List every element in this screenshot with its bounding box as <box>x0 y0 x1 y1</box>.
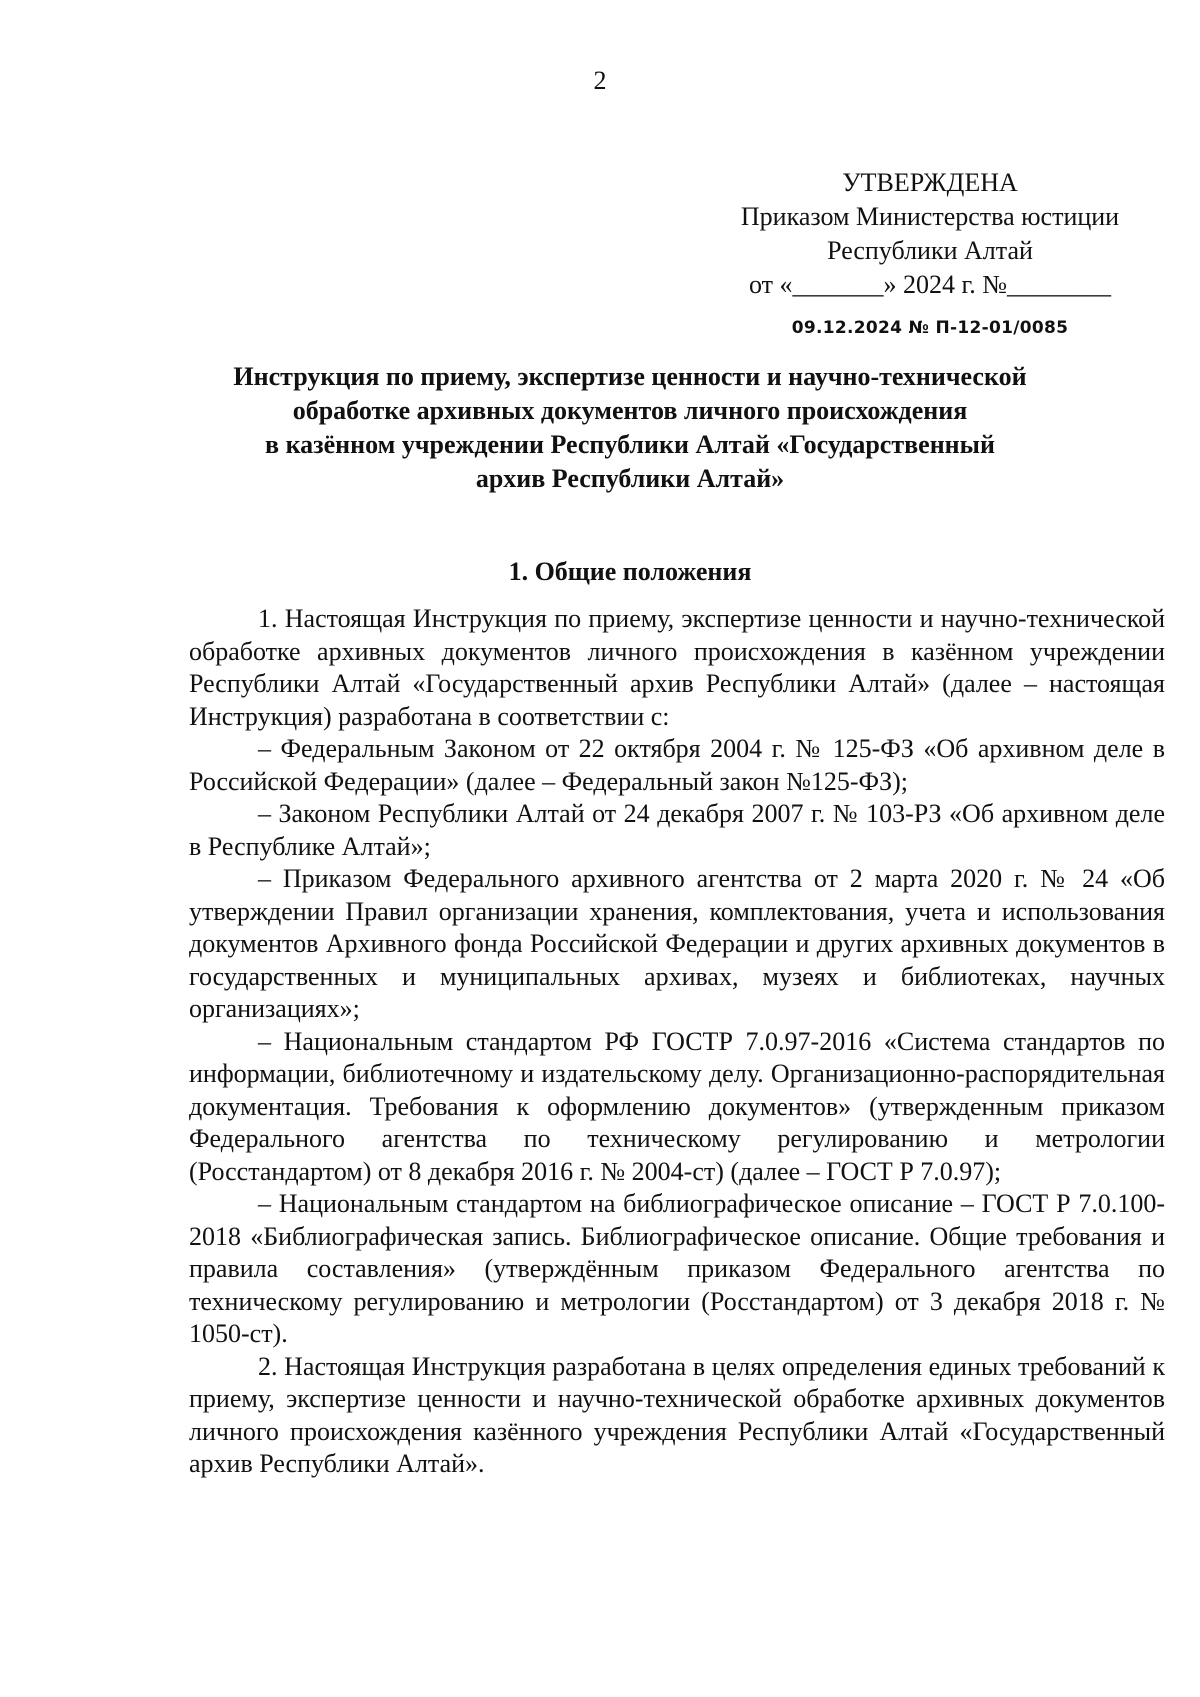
approval-line-order: Приказом Министерства юстиции <box>740 202 1120 231</box>
document-title <box>180 360 1080 496</box>
approval-heading: УТВЕРЖДЕНА <box>842 168 1018 197</box>
approval-line-region: Республики Алтай <box>827 236 1033 265</box>
title-line: архив Республики Алтай» <box>475 464 785 493</box>
list-item-gost-7-0-97: – Национальным стандартом РФ ГОСТР 7.0.97-2016 «Система стандартов по информации, библиотечному и издательскому делу. Организационно-распорядительная документация. Требования к оформлению документов» (утвержденным приказом Федерального агентства по техническому регулированию и метрологии (Росстандартом) от 8 декабря 2016 г. № 2004-ст) (далее – ГОСТ Р 7.0.97); <box>189 1026 1165 1186</box>
paragraph-1: 1. Настоящая Инструкция по приему, экспертизе ценности и научно-технической обработке архивных документов личного происхождения в казённом учреждении Республики Алтай «Государственный архив Республики Алтай» (далее – настоящая Инструкция) разработана в соответствии с: <box>189 604 1165 731</box>
section-heading: 1. Общие положения <box>508 557 752 586</box>
title-line: Инструкция по приему, экспертизе ценности и научно-технической <box>233 362 1027 391</box>
registration-stamp: 09.12.2024 № П-12-01/0085 <box>791 318 1069 338</box>
list-item-regional-law: – Законом Республики Алтай от 24 декабря 2007 г. № 103-РЗ «Об архивном деле в Республике Алтай»; <box>189 799 1165 861</box>
title-line: обработке архивных документов личного происхождения <box>292 396 968 425</box>
approval-line-date: от «_______» 2024 г. №________ <box>748 270 1112 299</box>
page-number: 2 <box>593 66 607 95</box>
list-item-gost-7-0-100: – Национальным стандартом на библиографическое описание – ГОСТ Р 7.0.100-2018 «Библиографическая запись. Библиографическое описание. Общие требования и правила составления» (утверждённым приказом Федерального агентства по техническому регулированию и метрологии (Росстандартом) от 3 декабря 2018 г. № 1050-ст). <box>189 1189 1165 1348</box>
title-line: в казённом учреждении Республики Алтай «Государственный <box>265 430 995 459</box>
paragraph-2: 2. Настоящая Инструкция разработана в целях определения единых требований к приему, экспертизе ценности и научно-технической обработке архивных документов личного происхождения казённого учреждения Республики Алтай «Государственный архив Республики Алтай». <box>189 1351 1165 1478</box>
list-item-federal-law: – Федеральным Законом от 22 октября 2004 г. № 125-ФЗ «Об архивном деле в Российской Федерации» (далее – Федеральный закон №125-ФЗ); <box>189 734 1165 796</box>
list-item-agency-order: – Приказом Федерального архивного агентства от 2 марта 2020 г. № 24 «Об утверждении Правил организации хранения, комплектования, учета и использования документов Архивного фонда Российской Федерации и других архивных документов в государственных и муниципальных архивах, музеях и библиотеках, научных организациях»; <box>189 864 1165 1023</box>
approval-block <box>700 166 1160 302</box>
section-body <box>189 603 1165 1481</box>
